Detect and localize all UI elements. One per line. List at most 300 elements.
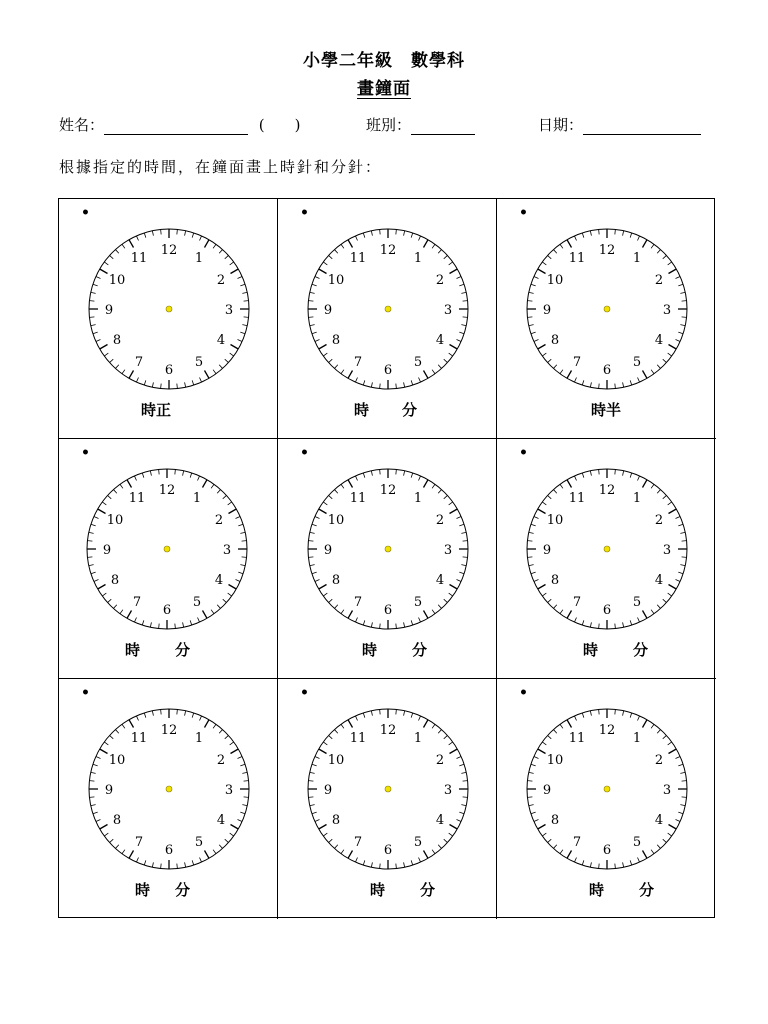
clock-face[interactable] bbox=[79, 707, 259, 887]
minute-tick bbox=[560, 370, 563, 374]
clock-number: 5 bbox=[194, 834, 204, 850]
minute-tick bbox=[668, 502, 672, 505]
minute-tick bbox=[244, 781, 249, 782]
minute-tick bbox=[553, 605, 556, 609]
minute-tick bbox=[419, 618, 421, 623]
clock-number: 6 bbox=[602, 363, 612, 378]
minute-tick bbox=[590, 622, 591, 627]
minute-tick bbox=[630, 233, 632, 238]
hour-tick bbox=[319, 345, 327, 350]
clock-number: 2 bbox=[216, 273, 226, 288]
minute-tick bbox=[310, 805, 315, 806]
clock-number: 4 bbox=[216, 333, 226, 348]
minute-tick bbox=[615, 709, 616, 714]
minute-tick bbox=[574, 378, 576, 383]
minute-tick bbox=[113, 490, 116, 494]
clock-number: 2 bbox=[435, 273, 445, 288]
minute-tick bbox=[115, 365, 118, 369]
minute-tick bbox=[213, 370, 216, 374]
clock-number: 3 bbox=[224, 783, 234, 798]
clock-number: 10 bbox=[106, 513, 124, 528]
minute-tick bbox=[638, 716, 640, 721]
question-marker: • bbox=[81, 445, 90, 461]
minute-tick bbox=[574, 858, 576, 863]
minute-tick bbox=[341, 484, 344, 488]
minute-tick bbox=[542, 742, 546, 745]
minute-tick bbox=[630, 380, 632, 385]
minute-tick bbox=[682, 781, 687, 782]
clock-cell bbox=[59, 439, 278, 679]
minute-tick bbox=[529, 532, 534, 533]
minute-tick bbox=[582, 233, 584, 238]
minute-tick bbox=[404, 862, 405, 867]
question-marker: • bbox=[81, 205, 90, 221]
minute-tick bbox=[136, 378, 138, 383]
minute-tick bbox=[638, 236, 640, 241]
minute-tick bbox=[529, 325, 534, 326]
minute-tick bbox=[668, 353, 672, 356]
hour-tick bbox=[449, 345, 457, 350]
clock-number: 5 bbox=[632, 354, 642, 370]
minute-tick bbox=[183, 622, 184, 627]
minute-tick bbox=[623, 862, 624, 867]
minute-tick bbox=[240, 764, 245, 766]
minute-tick bbox=[444, 495, 448, 498]
minute-tick bbox=[152, 711, 153, 716]
minute-tick bbox=[323, 502, 327, 505]
clock-number: 7 bbox=[134, 834, 144, 850]
minute-tick bbox=[144, 860, 146, 865]
minute-tick bbox=[599, 469, 600, 474]
minute-tick bbox=[678, 332, 683, 334]
minute-tick bbox=[211, 484, 214, 488]
minute-tick bbox=[638, 476, 640, 481]
clock-number: 1 bbox=[194, 251, 204, 267]
clock-number: 5 bbox=[632, 834, 642, 850]
minute-tick bbox=[91, 325, 96, 326]
name-label: 姓名： bbox=[59, 116, 105, 134]
minute-tick bbox=[136, 716, 138, 721]
question-marker: • bbox=[300, 445, 309, 461]
minute-tick bbox=[219, 730, 222, 734]
minute-tick bbox=[542, 833, 546, 836]
hour-tick bbox=[100, 749, 108, 754]
hour-tick bbox=[129, 370, 134, 378]
clock-center-dot bbox=[604, 546, 610, 552]
minute-tick bbox=[638, 378, 640, 383]
minute-tick bbox=[341, 610, 344, 614]
clock-face[interactable] bbox=[298, 227, 478, 407]
minute-tick bbox=[238, 524, 243, 526]
clock-center-dot bbox=[166, 306, 172, 312]
minute-tick bbox=[461, 805, 466, 806]
minute-tick bbox=[548, 839, 552, 842]
minute-tick bbox=[411, 620, 413, 625]
hour-tick bbox=[424, 610, 429, 618]
clock-face[interactable] bbox=[517, 467, 697, 647]
minute-tick bbox=[230, 262, 234, 265]
clock-number: 12 bbox=[158, 483, 176, 498]
hour-tick bbox=[127, 610, 132, 618]
minute-tick bbox=[334, 250, 337, 254]
minute-tick bbox=[463, 317, 468, 318]
clock-grid bbox=[58, 198, 715, 918]
minute-tick bbox=[599, 709, 600, 714]
clock-cell bbox=[497, 439, 716, 679]
minute-tick bbox=[668, 833, 672, 836]
clock-number: 11 bbox=[349, 491, 367, 507]
hour-tick bbox=[538, 749, 546, 754]
clock-number: 3 bbox=[662, 783, 672, 798]
clock-number: 7 bbox=[134, 354, 144, 370]
minute-tick bbox=[200, 716, 202, 721]
clock-number: 4 bbox=[214, 573, 224, 588]
minute-tick bbox=[534, 516, 539, 518]
minute-tick bbox=[120, 610, 123, 614]
minute-tick bbox=[238, 572, 243, 574]
hour-tick bbox=[538, 585, 546, 590]
minute-tick bbox=[175, 469, 176, 474]
hour-caption: 時 bbox=[135, 881, 151, 899]
hour-tick bbox=[127, 480, 132, 488]
minute-tick bbox=[102, 502, 106, 505]
minute-tick bbox=[159, 469, 160, 474]
minute-tick bbox=[136, 236, 138, 241]
minute-tick bbox=[582, 473, 584, 478]
hour-tick bbox=[348, 240, 353, 248]
hour-tick bbox=[538, 345, 546, 350]
clock-number: 10 bbox=[108, 753, 126, 768]
minute-tick bbox=[87, 541, 92, 542]
minute-tick bbox=[678, 524, 683, 526]
minute-tick bbox=[574, 618, 576, 623]
minute-tick bbox=[582, 380, 584, 385]
minute-tick bbox=[432, 370, 435, 374]
hour-tick bbox=[230, 825, 238, 830]
minute-tick bbox=[531, 284, 536, 286]
minute-tick bbox=[150, 622, 151, 627]
date-blank[interactable] bbox=[583, 116, 701, 135]
minute-tick bbox=[461, 325, 466, 326]
clock-number: 12 bbox=[598, 723, 616, 738]
clock-cell bbox=[59, 679, 278, 919]
minute-tick bbox=[680, 532, 685, 533]
minute-tick bbox=[150, 471, 151, 476]
minute-tick bbox=[404, 471, 405, 476]
minute-tick bbox=[108, 599, 112, 602]
clock-number: 9 bbox=[542, 543, 552, 558]
minute-tick bbox=[396, 709, 397, 714]
clock-center-dot bbox=[604, 306, 610, 312]
minute-tick bbox=[217, 490, 220, 494]
hour-tick bbox=[319, 269, 327, 274]
clock-center-dot bbox=[385, 306, 391, 312]
clock-number: 6 bbox=[164, 843, 174, 858]
minute-tick bbox=[534, 340, 539, 342]
minute-tick bbox=[459, 332, 464, 334]
minute-tick bbox=[134, 618, 136, 623]
minute-tick bbox=[310, 325, 315, 326]
minute-tick bbox=[225, 359, 229, 362]
minute-tick bbox=[161, 384, 162, 389]
minute-tick bbox=[638, 858, 640, 863]
minute-tick bbox=[228, 502, 232, 505]
minute-tick bbox=[651, 244, 654, 248]
clock-face[interactable] bbox=[298, 707, 478, 887]
minute-tick bbox=[104, 742, 108, 745]
minute-tick bbox=[463, 541, 468, 542]
minute-tick bbox=[396, 864, 397, 869]
minute-tick bbox=[363, 233, 365, 238]
clock-number: 5 bbox=[632, 594, 642, 610]
hour-tick bbox=[567, 240, 572, 248]
minute-tick bbox=[676, 820, 681, 822]
minute-tick bbox=[308, 541, 313, 542]
clock-center-dot bbox=[166, 786, 172, 792]
hour-tick bbox=[98, 509, 106, 514]
clock-number: 5 bbox=[413, 354, 423, 370]
clock-face[interactable] bbox=[517, 227, 697, 407]
minute-tick bbox=[680, 325, 685, 326]
minute-tick bbox=[527, 557, 532, 558]
minute-tick bbox=[371, 622, 372, 627]
minute-tick bbox=[134, 476, 136, 481]
minute-tick bbox=[553, 730, 556, 734]
minute-tick bbox=[676, 276, 681, 278]
minute-tick bbox=[529, 805, 534, 806]
clock-number: 2 bbox=[216, 753, 226, 768]
clock-number: 1 bbox=[413, 251, 423, 267]
clock-number: 12 bbox=[379, 483, 397, 498]
minute-tick bbox=[89, 317, 94, 318]
minute-tick bbox=[457, 340, 462, 342]
clock-number: 1 bbox=[632, 251, 642, 267]
hour-tick bbox=[643, 720, 648, 728]
clock-number: 9 bbox=[542, 783, 552, 798]
minute-tick bbox=[438, 730, 441, 734]
minute-tick bbox=[341, 724, 344, 728]
hour-tick bbox=[567, 720, 572, 728]
hour-tick bbox=[424, 850, 429, 858]
minute-tick bbox=[676, 756, 681, 758]
minute-tick bbox=[432, 484, 435, 488]
minute-tick bbox=[461, 292, 466, 293]
clock-number: 1 bbox=[413, 731, 423, 747]
clock-face[interactable] bbox=[77, 467, 257, 647]
clock-number: 8 bbox=[550, 813, 560, 828]
clock-number: 12 bbox=[379, 243, 397, 258]
minute-tick bbox=[219, 250, 222, 254]
hour-tick bbox=[668, 269, 676, 274]
minute-tick bbox=[89, 781, 94, 782]
minute-tick bbox=[380, 384, 381, 389]
minute-tick bbox=[678, 812, 683, 814]
minute-caption: 分 bbox=[175, 881, 191, 899]
minute-tick bbox=[192, 713, 194, 718]
minute-tick bbox=[531, 812, 536, 814]
minute-tick bbox=[457, 580, 462, 582]
minute-tick bbox=[438, 845, 441, 849]
hour-tick bbox=[100, 345, 108, 350]
hour-tick bbox=[643, 610, 648, 618]
minute-tick bbox=[682, 557, 687, 558]
minute-tick bbox=[527, 797, 532, 798]
minute-tick bbox=[419, 236, 421, 241]
minute-tick bbox=[651, 370, 654, 374]
clock-face[interactable] bbox=[79, 227, 259, 407]
minute-tick bbox=[315, 580, 320, 582]
clock-number: 9 bbox=[104, 303, 114, 318]
minute-tick bbox=[590, 471, 591, 476]
minute-tick bbox=[531, 524, 536, 526]
clock-number: 8 bbox=[331, 813, 341, 828]
minute-tick bbox=[96, 276, 101, 278]
hour-tick bbox=[538, 825, 546, 830]
hour-caption: 時 bbox=[125, 641, 141, 659]
minute-tick bbox=[404, 711, 405, 716]
minute-tick bbox=[110, 735, 114, 738]
minute-tick bbox=[240, 332, 245, 334]
minute-tick bbox=[419, 476, 421, 481]
minute-tick bbox=[380, 709, 381, 714]
minute-tick bbox=[548, 495, 552, 498]
hour-tick bbox=[348, 720, 353, 728]
minute-tick bbox=[432, 610, 435, 614]
minute-tick bbox=[574, 716, 576, 721]
minute-tick bbox=[553, 365, 556, 369]
minute-tick bbox=[323, 353, 327, 356]
minute-tick bbox=[371, 471, 372, 476]
minute-tick bbox=[242, 541, 247, 542]
minute-caption: 分 bbox=[420, 881, 436, 899]
minute-tick bbox=[459, 812, 464, 814]
minute-tick bbox=[542, 262, 546, 265]
minute-tick bbox=[529, 772, 534, 773]
clock-number: 4 bbox=[216, 813, 226, 828]
minute-tick bbox=[144, 713, 146, 718]
class-blank[interactable] bbox=[411, 116, 475, 135]
minute-tick bbox=[623, 231, 624, 236]
minute-tick bbox=[380, 624, 381, 629]
minute-tick bbox=[680, 805, 685, 806]
minute-tick bbox=[236, 516, 241, 518]
minute-tick bbox=[371, 711, 372, 716]
minute-tick bbox=[108, 495, 112, 498]
clock-number: 4 bbox=[654, 813, 664, 828]
minute-tick bbox=[334, 605, 337, 609]
clock-number: 1 bbox=[413, 491, 423, 507]
minute-tick bbox=[457, 276, 462, 278]
minute-tick bbox=[142, 620, 144, 625]
minute-tick bbox=[312, 764, 317, 766]
clock-face[interactable] bbox=[298, 467, 478, 647]
minute-tick bbox=[380, 469, 381, 474]
minute-tick bbox=[461, 532, 466, 533]
minute-tick bbox=[542, 593, 546, 596]
question-marker: • bbox=[519, 685, 528, 701]
minute-tick bbox=[93, 332, 98, 334]
name-blank[interactable] bbox=[104, 116, 248, 135]
clock-number: 10 bbox=[327, 513, 345, 528]
minute-tick bbox=[122, 724, 125, 728]
minute-tick bbox=[560, 484, 563, 488]
clock-face[interactable] bbox=[517, 707, 697, 887]
minute-tick bbox=[329, 255, 333, 258]
minute-tick bbox=[89, 532, 94, 533]
minute-tick bbox=[213, 244, 216, 248]
hour-tick bbox=[230, 269, 238, 274]
minute-tick bbox=[242, 805, 247, 806]
minute-tick bbox=[104, 262, 108, 265]
minute-tick bbox=[663, 255, 667, 258]
hour-tick bbox=[424, 240, 429, 248]
question-marker: • bbox=[81, 685, 90, 701]
minute-tick bbox=[651, 484, 654, 488]
minute-tick bbox=[680, 565, 685, 566]
minute-tick bbox=[678, 284, 683, 286]
minute-tick bbox=[615, 384, 616, 389]
clock-number: 11 bbox=[568, 491, 586, 507]
minute-tick bbox=[380, 864, 381, 869]
hour-tick bbox=[100, 269, 108, 274]
minute-tick bbox=[459, 524, 464, 526]
hour-tick bbox=[230, 749, 238, 754]
minute-tick bbox=[242, 325, 247, 326]
minute-tick bbox=[380, 229, 381, 234]
minute-tick bbox=[323, 593, 327, 596]
hour-tick bbox=[643, 370, 648, 378]
clock-center-dot bbox=[385, 546, 391, 552]
minute-tick bbox=[94, 580, 99, 582]
hour-tick bbox=[449, 749, 457, 754]
minute-tick bbox=[419, 378, 421, 383]
hour-tick bbox=[668, 825, 676, 830]
minute-tick bbox=[444, 735, 448, 738]
minute-tick bbox=[657, 845, 660, 849]
minute-tick bbox=[638, 618, 640, 623]
minute-tick bbox=[185, 382, 186, 387]
hour-caption: 時 bbox=[589, 881, 605, 899]
clock-number: 8 bbox=[550, 573, 560, 588]
minute-caption: 分 bbox=[633, 641, 649, 659]
clock-number: 1 bbox=[632, 731, 642, 747]
hour-tick bbox=[228, 509, 236, 514]
minute-tick bbox=[192, 860, 194, 865]
minute-tick bbox=[419, 716, 421, 721]
clock-number: 11 bbox=[130, 251, 148, 267]
minute-tick bbox=[623, 711, 624, 716]
minute-tick bbox=[463, 797, 468, 798]
question-marker: • bbox=[300, 685, 309, 701]
clock-number: 8 bbox=[112, 333, 122, 348]
minute-tick bbox=[457, 516, 462, 518]
minute-tick bbox=[334, 490, 337, 494]
minute-tick bbox=[527, 317, 532, 318]
minute-tick bbox=[91, 292, 96, 293]
minute-tick bbox=[329, 599, 333, 602]
minute-tick bbox=[230, 742, 234, 745]
minute-tick bbox=[230, 353, 234, 356]
minute-tick bbox=[548, 359, 552, 362]
hour-tick bbox=[348, 850, 353, 858]
clock-number: 9 bbox=[323, 543, 333, 558]
hour-tick bbox=[98, 585, 106, 590]
clock-number: 5 bbox=[413, 594, 423, 610]
minute-tick bbox=[200, 236, 202, 241]
minute-tick bbox=[463, 557, 468, 558]
clock-number: 8 bbox=[331, 573, 341, 588]
hour-tick bbox=[538, 509, 546, 514]
